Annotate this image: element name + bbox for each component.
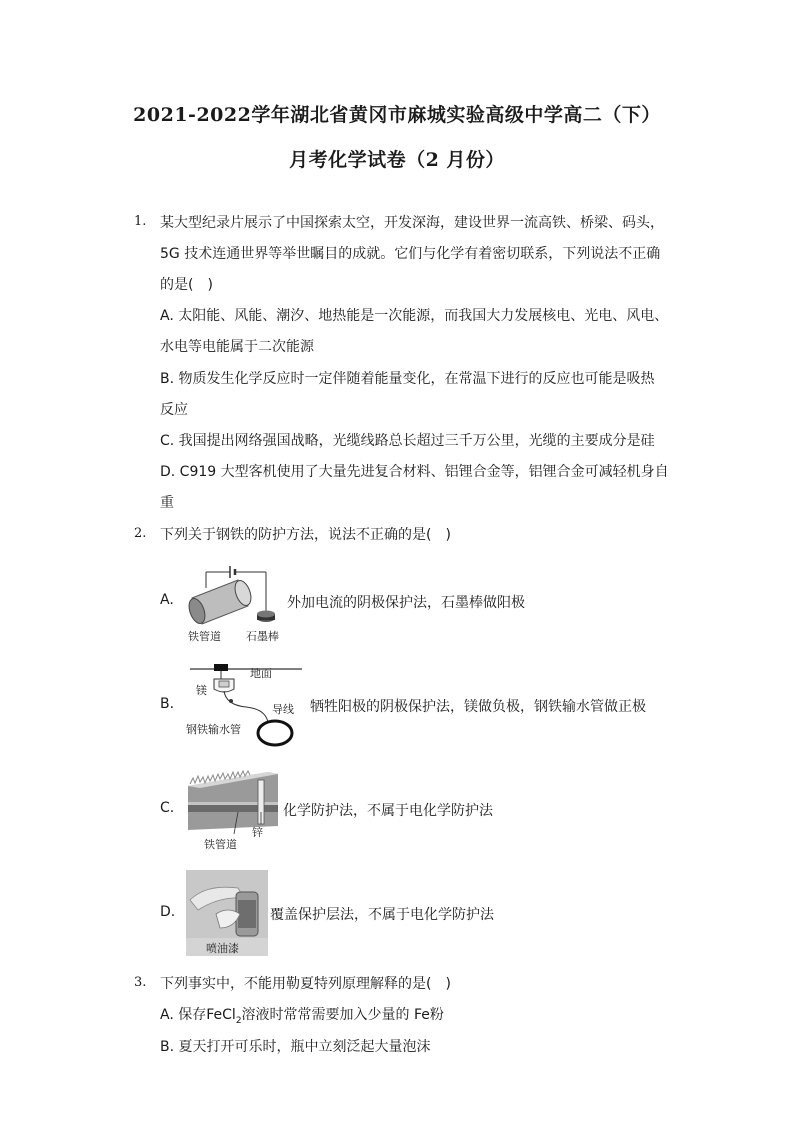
fig-c-caption-pipe: 铁管道 bbox=[204, 838, 237, 850]
page-title-line2: 月考化学试卷（2 月份） bbox=[289, 149, 505, 171]
q2-stem: 下列关于钢铁的防护方法，说法不正确的是( ) bbox=[160, 527, 451, 543]
q3-option-b-label: B. bbox=[160, 1039, 175, 1055]
q2-option-b-text: 牺牲阳极的阴极保护法，镁做负极，钢铁输水管做正极 bbox=[310, 699, 646, 715]
fig-b-caption-magnesium: 镁 bbox=[196, 684, 207, 697]
q1-option-a: A. 太阳能、风能、潮汐、地热能是一次能源，而我国大力发展核电、光电、风电、 bbox=[160, 308, 669, 324]
question-number: 1. bbox=[134, 214, 147, 229]
fig-d-caption-spray: 喷油漆 bbox=[206, 942, 239, 955]
fig-a-caption-pipe: 铁管道 bbox=[188, 630, 221, 643]
q2-option-c-label: C. bbox=[160, 800, 175, 816]
q3-option-a-subscript: 2 bbox=[235, 1015, 242, 1026]
q2-option-a-text: 外加电流的阴极保护法，石墨棒做阳极 bbox=[287, 595, 525, 611]
q2-option-c-text: 化学防护法，不属于电化学防护法 bbox=[283, 803, 493, 819]
q1-line: 某大型纪录片展示了中国探索太空，开发深海，建设世界一流高铁、桥梁、码头， bbox=[160, 215, 664, 231]
q1-option-b-cont: 反应 bbox=[160, 402, 188, 418]
q3-option-b-text: 夏天打开可乐时，瓶中立刻泛起大量泡沫 bbox=[178, 1039, 431, 1055]
q1-option-a-cont: 水电等电能属于二次能源 bbox=[160, 339, 314, 355]
q3-option-b bbox=[160, 1036, 431, 1056]
fig-c-caption-zinc: 锌 bbox=[252, 826, 263, 839]
question-number: 2. bbox=[134, 526, 147, 541]
q1-option-c: C. 我国提出网络强国战略，光缆线路总长超过三千万公里，光缆的主要成分是硅 bbox=[160, 433, 655, 449]
q1-option-d-cont: 重 bbox=[160, 495, 174, 511]
question-number: 3. bbox=[134, 975, 147, 990]
zinc-pipe-figure bbox=[186, 768, 280, 850]
fig-a-caption-graphite: 石墨棒 bbox=[246, 630, 279, 643]
fig-b-caption-pipe: 钢铁输水管 bbox=[186, 723, 241, 736]
q1-option-d: D. C919 大型客机使用了大量先进复合材料、铝锂合金等，铝锂合金可减轻机身自 bbox=[160, 464, 669, 480]
spray-paint-figure bbox=[186, 870, 268, 956]
q3-option-a-text-before: 保存 bbox=[178, 1007, 207, 1023]
fig-b-caption-ground: 地面 bbox=[250, 667, 272, 680]
q2-option-d-label: D. bbox=[160, 904, 176, 920]
fig-b-caption-wire: 导线 bbox=[272, 703, 294, 716]
q2-option-a-label: A. bbox=[160, 592, 174, 608]
q1-line: 5G 技术连通世界等举世瞩目的成就。它们与化学有着密切联系，下列说法不正确 bbox=[160, 246, 661, 262]
q3-option-a-label: A. bbox=[160, 1007, 174, 1023]
page-title-line1: 2021-2022学年湖北省黄冈市麻城实验高级中学高二（下） bbox=[133, 104, 661, 126]
q2-option-b-label: B. bbox=[160, 696, 175, 712]
q2-option-d-text: 覆盖保护层法，不属于电化学防护法 bbox=[270, 907, 494, 923]
sacrificial-anode-figure bbox=[186, 661, 306, 747]
q1-option-b: B. 物质发生化学反应时一定伴随着能量变化，在常温下进行的反应也可能是吸热 bbox=[160, 371, 655, 387]
q1-line: 的是( ) bbox=[160, 277, 213, 293]
q3-stem: 下列事实中，不能用勒夏特列原理解释的是( ) bbox=[160, 976, 451, 992]
q3-option-a-text-after: 溶液时常常需要加入少量的 Fe粉 bbox=[241, 1007, 444, 1023]
q3-option-a bbox=[160, 1004, 444, 1026]
impressed-current-figure bbox=[186, 558, 284, 646]
q3-option-a-formula: FeCl bbox=[206, 1007, 236, 1023]
